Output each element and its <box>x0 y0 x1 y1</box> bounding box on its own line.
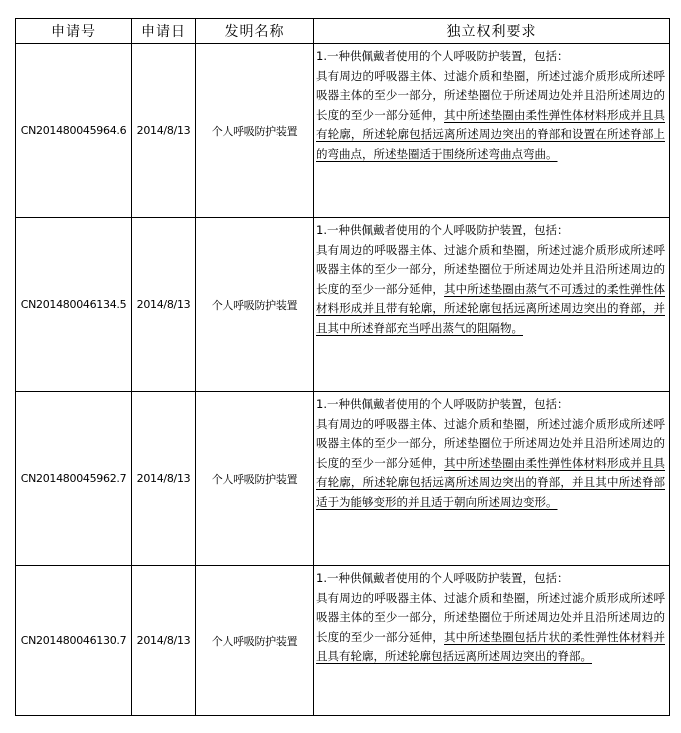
claim-cell <box>314 392 670 566</box>
header-app-date: 申请日 <box>132 19 196 44</box>
claim-cell <box>314 566 670 716</box>
table-row <box>16 44 670 218</box>
header-claim: 独立权利要求 <box>314 19 670 44</box>
patent-table <box>15 18 670 716</box>
claim-text <box>316 47 665 164</box>
title-cell: 个人呼吸防护装置 <box>196 44 314 218</box>
claim-text <box>316 395 665 512</box>
claim-emphasis: 其中所述垫圈包括片状的柔性弹性体材料并且具有轮廓，所述轮廓包括远离所述周边突出的脊部。 <box>316 629 666 663</box>
claim-intro: 1.一种供佩戴者使用的个人呼吸防护装置，包括： <box>316 49 569 63</box>
table-header-row <box>16 19 670 44</box>
claim-text <box>316 221 665 338</box>
table-row <box>16 566 670 716</box>
claim-emphasis: 其中所述垫圈由蒸气不可透过的柔性弹性体材料形成并且带有轮廓，所述轮廓包括远离所述周边突出的脊部，并且其中所述脊部充当呼出蒸气的阻隔物。 <box>316 281 666 335</box>
claim-text <box>316 569 665 667</box>
app-no-cell: CN201480046130.7 <box>16 566 132 716</box>
table-row <box>16 392 670 566</box>
claim-intro: 1.一种供佩戴者使用的个人呼吸防护装置，包括： <box>316 223 569 237</box>
app-no-cell: CN201480045962.7 <box>16 392 132 566</box>
app-date-cell: 2014/8/13 <box>132 44 196 218</box>
claim-emphasis: 其中所述垫圈由柔性弹性体材料形成并且具有轮廓，所述轮廓包括远离所述周边突出的脊部和设置在所述脊部上的弯曲点，所述垫圈适于围绕所述弯曲点弯曲。 <box>316 107 666 161</box>
claim-cell <box>314 44 670 218</box>
claim-body: 具有周边的呼吸器主体、过滤介质和垫圈，所述过滤介质形成所述呼吸器主体的至少一部分，所述垫圈位于所述周边处并且沿所述周边的长度的至少一部分延伸， <box>316 68 665 122</box>
app-no-cell: CN201480046134.5 <box>16 218 132 392</box>
header-app-no: 申请号 <box>16 19 132 44</box>
table-row <box>16 218 670 392</box>
header-title: 发明名称 <box>196 19 314 44</box>
app-no-cell: CN201480045964.6 <box>16 44 132 218</box>
claim-cell <box>314 218 670 392</box>
claim-emphasis: 其中所述垫圈由柔性弹性体材料形成并且具有轮廓，所述轮廓包括远离所述周边突出的脊部，并且其中所述脊部适于为能够变形的并且适于朝向所述周边变形。 <box>316 455 666 509</box>
app-date-cell: 2014/8/13 <box>132 392 196 566</box>
title-cell: 个人呼吸防护装置 <box>196 392 314 566</box>
app-date-cell: 2014/8/13 <box>132 566 196 716</box>
app-date-cell: 2014/8/13 <box>132 218 196 392</box>
claim-body: 具有周边的呼吸器主体、过滤介质和垫圈，所述过滤介质形成所述呼吸器主体的至少一部分，所述垫圈位于所述周边处并且沿所述周边的长度的至少一部分延伸， <box>316 242 665 296</box>
claim-intro: 1.一种供佩戴者使用的个人呼吸防护装置，包括： <box>316 397 569 411</box>
claim-body: 具有周边的呼吸器主体、过滤介质和垫圈，所述过滤介质形成所述呼吸器主体的至少一部分，所述垫圈位于所述周边处并且沿所述周边的长度的至少一部分延伸， <box>316 590 665 644</box>
claim-intro: 1.一种供佩戴者使用的个人呼吸防护装置，包括： <box>316 571 569 585</box>
title-cell: 个人呼吸防护装置 <box>196 566 314 716</box>
title-cell: 个人呼吸防护装置 <box>196 218 314 392</box>
claim-body: 具有周边的呼吸器主体、过滤介质和垫圈，所述过滤介质形成所述呼吸器主体的至少一部分，所述垫圈位于所述周边处并且沿所述周边的长度的至少一部分延伸， <box>316 416 665 470</box>
